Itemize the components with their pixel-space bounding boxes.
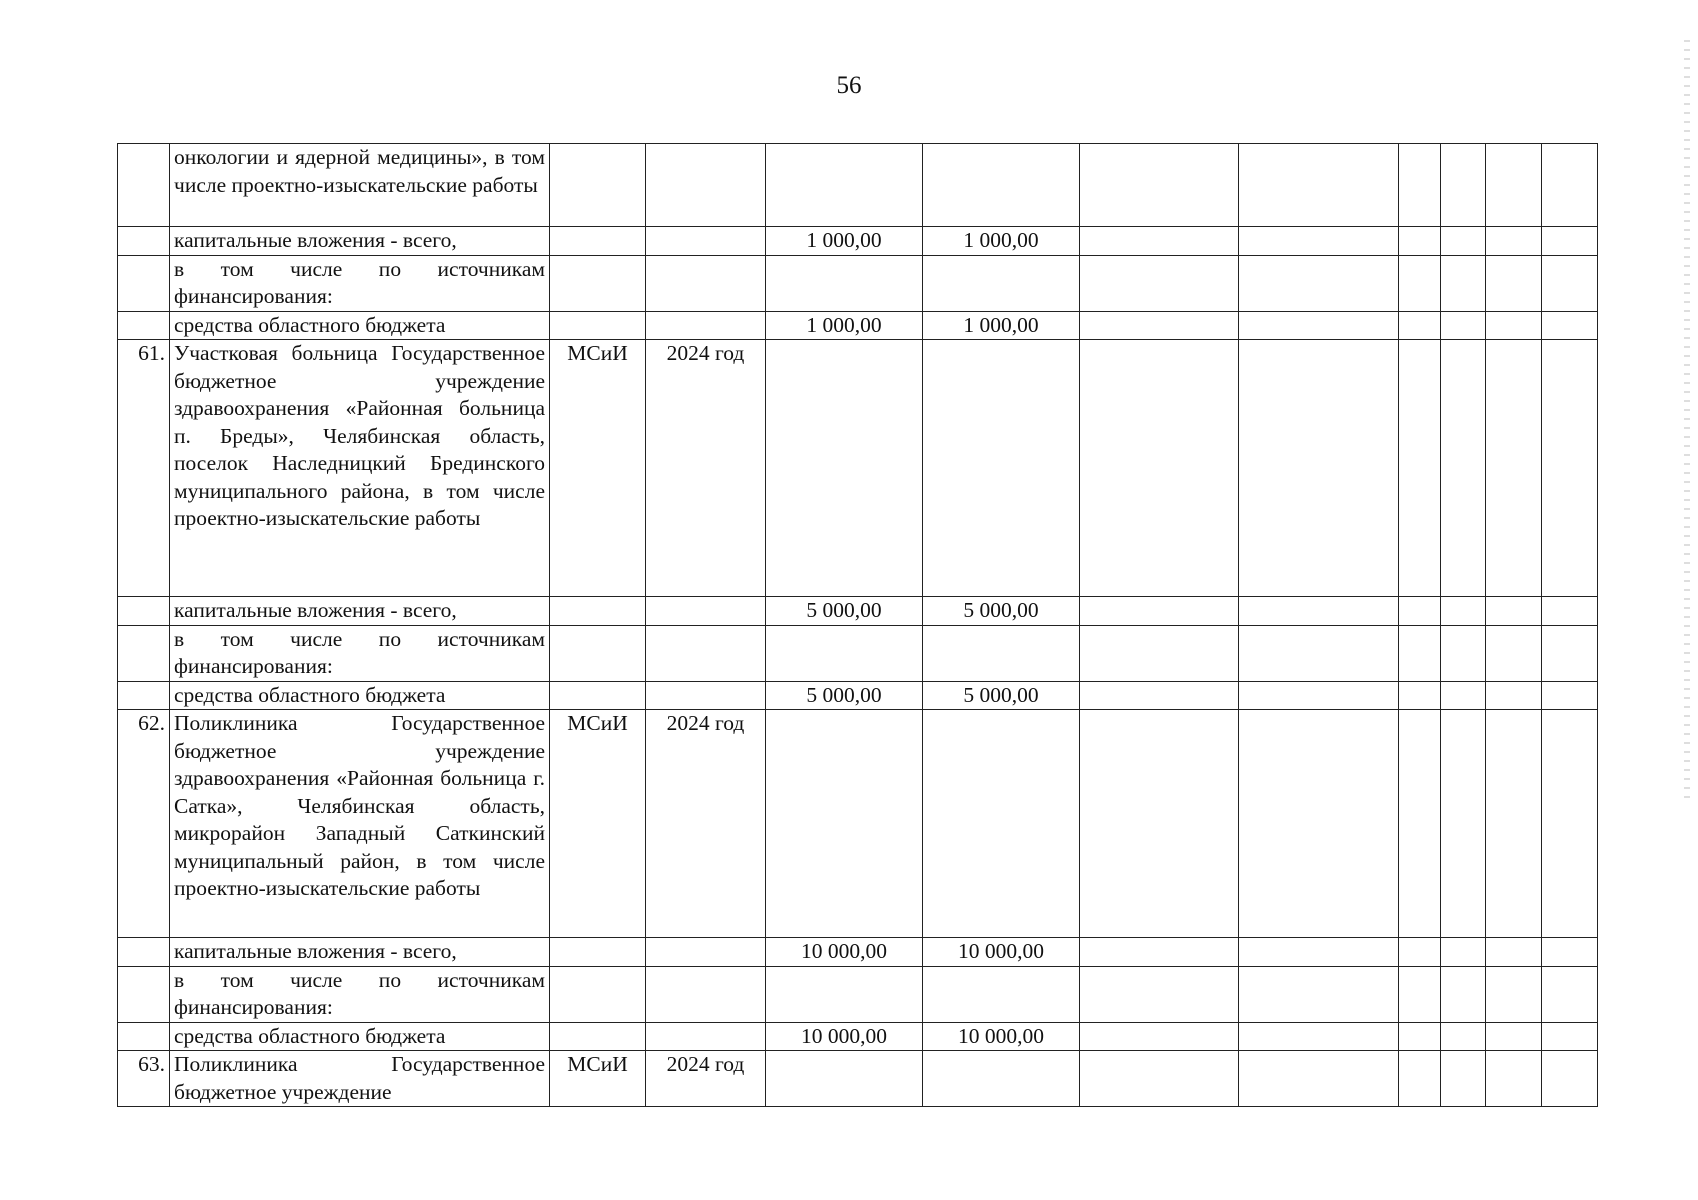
year-cell bbox=[646, 681, 766, 710]
customer-cell: МСиИ bbox=[550, 1051, 646, 1107]
object-name: Поликлиника Государственное бюджетное учреждение bbox=[170, 1051, 550, 1107]
object-name: в том числе по источникам финансирования: bbox=[170, 255, 550, 311]
empty-cell bbox=[1542, 1022, 1598, 1051]
empty-cell bbox=[1239, 227, 1399, 256]
row-number bbox=[118, 681, 170, 710]
empty-cell bbox=[1239, 144, 1399, 227]
empty-cell bbox=[1080, 681, 1239, 710]
empty-cell bbox=[1399, 597, 1441, 626]
amount-year: 1 000,00 bbox=[923, 227, 1080, 256]
empty-cell bbox=[1399, 255, 1441, 311]
object-name: в том числе по источникам финансирования: bbox=[170, 625, 550, 681]
customer-cell bbox=[550, 1022, 646, 1051]
customer-cell bbox=[550, 938, 646, 967]
object-name: в том числе по источникам финансирования: bbox=[170, 966, 550, 1022]
row-number: 61. bbox=[118, 340, 170, 597]
object-name: капитальные вложения - всего, bbox=[170, 227, 550, 256]
amount-year: 5 000,00 bbox=[923, 681, 1080, 710]
empty-cell bbox=[1542, 938, 1598, 967]
empty-cell bbox=[1080, 311, 1239, 340]
empty-cell bbox=[1441, 938, 1486, 967]
table-row bbox=[118, 1051, 1598, 1107]
empty-cell bbox=[1399, 227, 1441, 256]
customer-cell bbox=[550, 681, 646, 710]
empty-cell bbox=[1486, 1022, 1542, 1051]
object-name: капитальные вложения - всего, bbox=[170, 597, 550, 626]
empty-cell bbox=[1542, 227, 1598, 256]
empty-cell bbox=[1542, 311, 1598, 340]
empty-cell bbox=[1080, 597, 1239, 626]
customer-cell bbox=[550, 227, 646, 256]
year-cell bbox=[646, 597, 766, 626]
object-name: средства областного бюджета bbox=[170, 1022, 550, 1051]
amount-total: 5 000,00 bbox=[766, 597, 923, 626]
amount-year: 10 000,00 bbox=[923, 938, 1080, 967]
row-number bbox=[118, 966, 170, 1022]
table-row bbox=[118, 144, 1598, 227]
empty-cell bbox=[1486, 625, 1542, 681]
object-name: капитальные вложения - всего, bbox=[170, 938, 550, 967]
amount-total bbox=[766, 340, 923, 597]
amount-year: 5 000,00 bbox=[923, 597, 1080, 626]
empty-cell bbox=[1080, 710, 1239, 938]
table-row bbox=[118, 311, 1598, 340]
empty-cell bbox=[1486, 340, 1542, 597]
customer-cell bbox=[550, 625, 646, 681]
amount-year bbox=[923, 710, 1080, 938]
empty-cell bbox=[1441, 255, 1486, 311]
empty-cell bbox=[1542, 710, 1598, 938]
object-name: Участковая больница Государственное бюджетное учреждение здравоохранения «Районная больница п. Бреды», Челябинская область, поселок Наследницкий Брединского муниципального района, в том числе проектно-изыскательские работы bbox=[170, 340, 550, 597]
amount-year bbox=[923, 144, 1080, 227]
year-cell: 2024 год bbox=[646, 710, 766, 938]
empty-cell bbox=[1239, 1051, 1399, 1107]
amount-total: 1 000,00 bbox=[766, 227, 923, 256]
object-name: онкологии и ядерной медицины», в том числе проектно-изыскательские работы bbox=[170, 144, 550, 227]
amount-year bbox=[923, 966, 1080, 1022]
customer-cell: МСиИ bbox=[550, 340, 646, 597]
row-number: 63. bbox=[118, 1051, 170, 1107]
table-row bbox=[118, 340, 1598, 597]
amount-total bbox=[766, 966, 923, 1022]
empty-cell bbox=[1080, 1022, 1239, 1051]
amount-total: 10 000,00 bbox=[766, 1022, 923, 1051]
empty-cell bbox=[1399, 311, 1441, 340]
table-row bbox=[118, 1022, 1598, 1051]
amount-total: 10 000,00 bbox=[766, 938, 923, 967]
amount-total: 5 000,00 bbox=[766, 681, 923, 710]
year-cell bbox=[646, 311, 766, 340]
customer-cell bbox=[550, 966, 646, 1022]
empty-cell bbox=[1399, 710, 1441, 938]
empty-cell bbox=[1399, 144, 1441, 227]
empty-cell bbox=[1486, 1051, 1542, 1107]
empty-cell bbox=[1080, 625, 1239, 681]
customer-cell: МСиИ bbox=[550, 710, 646, 938]
table-row bbox=[118, 625, 1598, 681]
empty-cell bbox=[1486, 710, 1542, 938]
empty-cell bbox=[1399, 340, 1441, 597]
amount-year: 1 000,00 bbox=[923, 311, 1080, 340]
empty-cell bbox=[1441, 625, 1486, 681]
empty-cell bbox=[1239, 255, 1399, 311]
empty-cell bbox=[1080, 966, 1239, 1022]
empty-cell bbox=[1542, 966, 1598, 1022]
year-cell: 2024 год bbox=[646, 340, 766, 597]
table-row bbox=[118, 597, 1598, 626]
table-row bbox=[118, 966, 1598, 1022]
row-number bbox=[118, 625, 170, 681]
table-row bbox=[118, 938, 1598, 967]
row-number bbox=[118, 255, 170, 311]
row-number bbox=[118, 938, 170, 967]
amount-year bbox=[923, 340, 1080, 597]
empty-cell bbox=[1080, 1051, 1239, 1107]
scan-edge-marks bbox=[1684, 40, 1690, 800]
amount-total bbox=[766, 144, 923, 227]
year-cell bbox=[646, 966, 766, 1022]
empty-cell bbox=[1441, 1022, 1486, 1051]
empty-cell bbox=[1542, 144, 1598, 227]
amount-year bbox=[923, 1051, 1080, 1107]
table-row bbox=[118, 227, 1598, 256]
empty-cell bbox=[1239, 710, 1399, 938]
empty-cell bbox=[1399, 1051, 1441, 1107]
year-cell: 2024 год bbox=[646, 1051, 766, 1107]
empty-cell bbox=[1486, 966, 1542, 1022]
empty-cell bbox=[1239, 938, 1399, 967]
year-cell bbox=[646, 625, 766, 681]
empty-cell bbox=[1486, 938, 1542, 967]
empty-cell bbox=[1239, 1022, 1399, 1051]
row-number bbox=[118, 227, 170, 256]
empty-cell bbox=[1441, 597, 1486, 626]
empty-cell bbox=[1441, 311, 1486, 340]
row-number bbox=[118, 144, 170, 227]
empty-cell bbox=[1486, 144, 1542, 227]
empty-cell bbox=[1441, 144, 1486, 227]
empty-cell bbox=[1441, 710, 1486, 938]
empty-cell bbox=[1486, 681, 1542, 710]
empty-cell bbox=[1542, 1051, 1598, 1107]
amount-year: 10 000,00 bbox=[923, 1022, 1080, 1051]
customer-cell bbox=[550, 144, 646, 227]
amount-year bbox=[923, 625, 1080, 681]
table-row bbox=[118, 255, 1598, 311]
amount-total bbox=[766, 1051, 923, 1107]
customer-cell bbox=[550, 597, 646, 626]
empty-cell bbox=[1399, 625, 1441, 681]
year-cell bbox=[646, 255, 766, 311]
empty-cell bbox=[1542, 340, 1598, 597]
object-name: средства областного бюджета bbox=[170, 311, 550, 340]
empty-cell bbox=[1399, 966, 1441, 1022]
amount-total: 1 000,00 bbox=[766, 311, 923, 340]
table-row bbox=[118, 710, 1598, 938]
year-cell bbox=[646, 1022, 766, 1051]
year-cell bbox=[646, 144, 766, 227]
row-number bbox=[118, 597, 170, 626]
empty-cell bbox=[1080, 938, 1239, 967]
empty-cell bbox=[1441, 340, 1486, 597]
investment-table bbox=[117, 143, 1598, 1107]
empty-cell bbox=[1399, 1022, 1441, 1051]
empty-cell bbox=[1486, 311, 1542, 340]
row-number bbox=[118, 311, 170, 340]
empty-cell bbox=[1486, 255, 1542, 311]
empty-cell bbox=[1239, 311, 1399, 340]
empty-cell bbox=[1542, 681, 1598, 710]
empty-cell bbox=[1080, 255, 1239, 311]
year-cell bbox=[646, 938, 766, 967]
customer-cell bbox=[550, 311, 646, 340]
row-number: 62. bbox=[118, 710, 170, 938]
empty-cell bbox=[1239, 966, 1399, 1022]
empty-cell bbox=[1399, 938, 1441, 967]
empty-cell bbox=[1399, 681, 1441, 710]
table-row bbox=[118, 681, 1598, 710]
row-number bbox=[118, 1022, 170, 1051]
empty-cell bbox=[1239, 597, 1399, 626]
amount-year bbox=[923, 255, 1080, 311]
year-cell bbox=[646, 227, 766, 256]
customer-cell bbox=[550, 255, 646, 311]
empty-cell bbox=[1441, 966, 1486, 1022]
empty-cell bbox=[1486, 227, 1542, 256]
empty-cell bbox=[1080, 340, 1239, 597]
empty-cell bbox=[1441, 681, 1486, 710]
empty-cell bbox=[1080, 144, 1239, 227]
amount-total bbox=[766, 255, 923, 311]
empty-cell bbox=[1239, 681, 1399, 710]
empty-cell bbox=[1441, 227, 1486, 256]
empty-cell bbox=[1486, 597, 1542, 626]
empty-cell bbox=[1239, 625, 1399, 681]
empty-cell bbox=[1542, 625, 1598, 681]
page-number: 56 bbox=[836, 72, 862, 99]
empty-cell bbox=[1441, 1051, 1486, 1107]
amount-total bbox=[766, 625, 923, 681]
amount-total bbox=[766, 710, 923, 938]
object-name: Поликлиника Государственное бюджетное учреждение здравоохранения «Районная больница г. Сатка», Челябинская область, микрорайон Западный Саткинский муниципальный район, в том числе проектно-изыскательские работы bbox=[170, 710, 550, 938]
empty-cell bbox=[1542, 597, 1598, 626]
empty-cell bbox=[1080, 227, 1239, 256]
object-name: средства областного бюджета bbox=[170, 681, 550, 710]
empty-cell bbox=[1239, 340, 1399, 597]
empty-cell bbox=[1542, 255, 1598, 311]
